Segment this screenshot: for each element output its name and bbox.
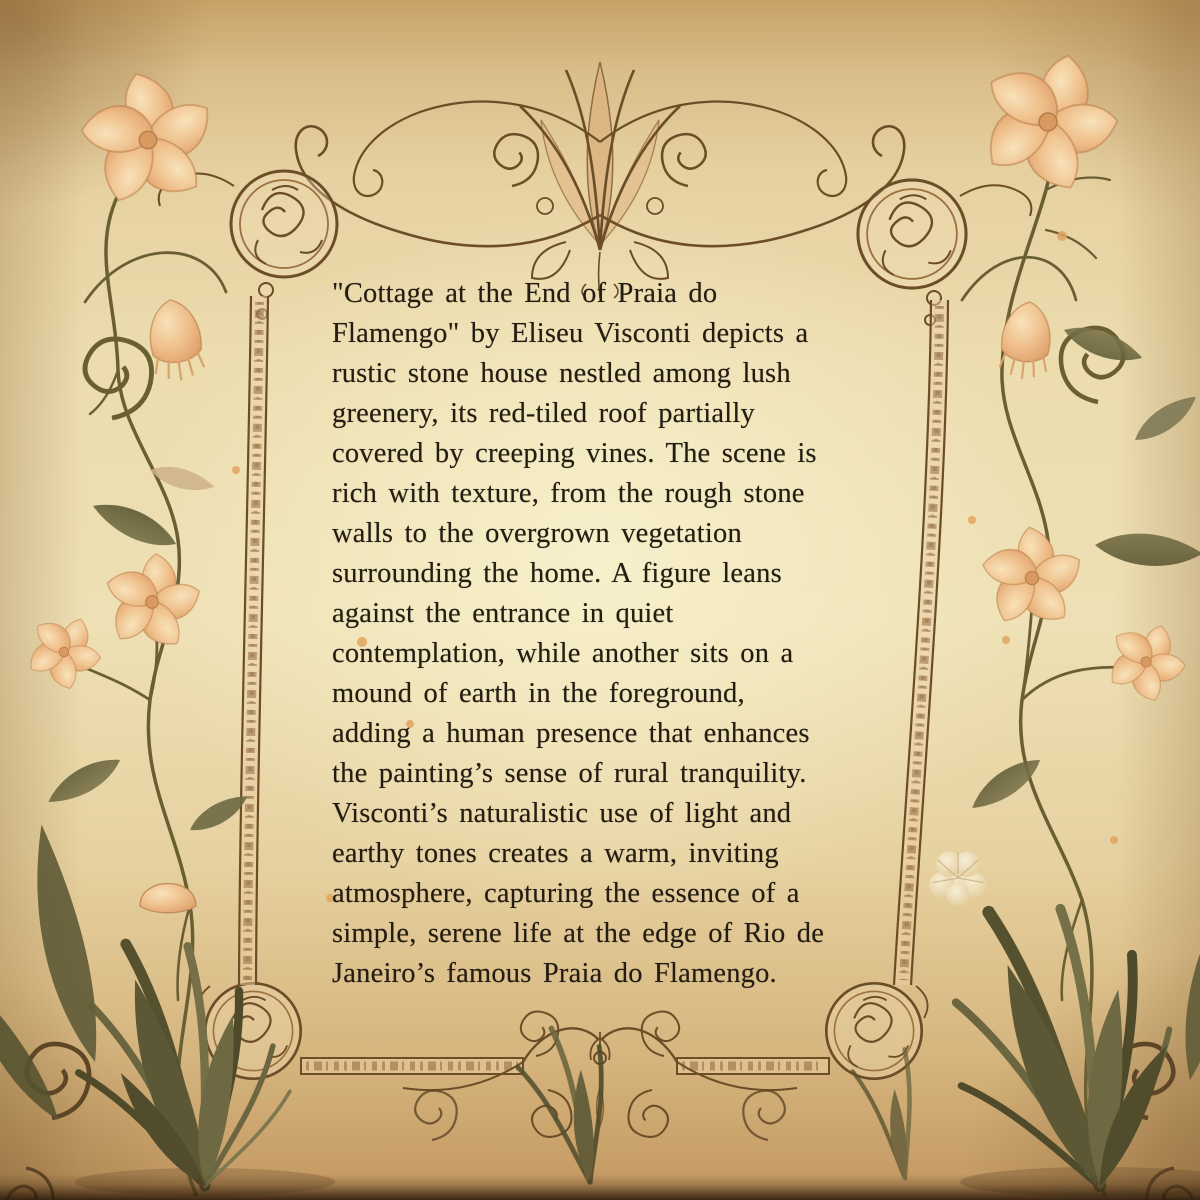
artwork-description xyxy=(332,274,917,994)
text-line: mound of earth in the foreground, xyxy=(332,678,745,709)
text-line: Janeiro’s famous Praia do Flamengo. xyxy=(332,958,777,989)
text-line: the painting’s sense of rural tranquility. xyxy=(332,758,807,789)
text-line: greenery, its red-tiled roof partially xyxy=(332,398,755,429)
corner-medallion-top-left xyxy=(231,171,337,277)
right-floral-column xyxy=(929,40,1200,1195)
text-line: against the entrance in quiet xyxy=(332,598,674,629)
text-line: rustic stone house nestled among lush xyxy=(332,358,791,389)
text-line: contemplation, while another sits on a xyxy=(332,638,794,669)
left-frame-border xyxy=(239,296,268,985)
text-line: surrounding the home. A figure leans xyxy=(332,558,782,589)
text-line: simple, serene life at the edge of Rio de xyxy=(332,918,825,949)
text-line: Flamengo" by Eliseu Visconti depicts a xyxy=(332,318,809,349)
text-line: Visconti’s naturalistic use of light and xyxy=(332,798,792,829)
corner-medallion-top-right xyxy=(858,180,966,288)
text-line: earthy tones creates a warm, inviting xyxy=(332,838,779,869)
right-grass-tuft xyxy=(956,876,1200,1200)
text-line: walls to the overgrown vegetation xyxy=(332,518,742,549)
text-line: rich with texture, from the rough stone xyxy=(332,478,805,509)
text-line: adding a human presence that enhances xyxy=(332,718,810,749)
text-line: "Cottage at the End of Praia do xyxy=(332,278,718,309)
text-line: covered by creeping vines. The scene is xyxy=(332,438,817,469)
top-flourish-ornament xyxy=(296,62,904,298)
text-line: atmosphere, capturing the essence of a xyxy=(332,878,800,909)
